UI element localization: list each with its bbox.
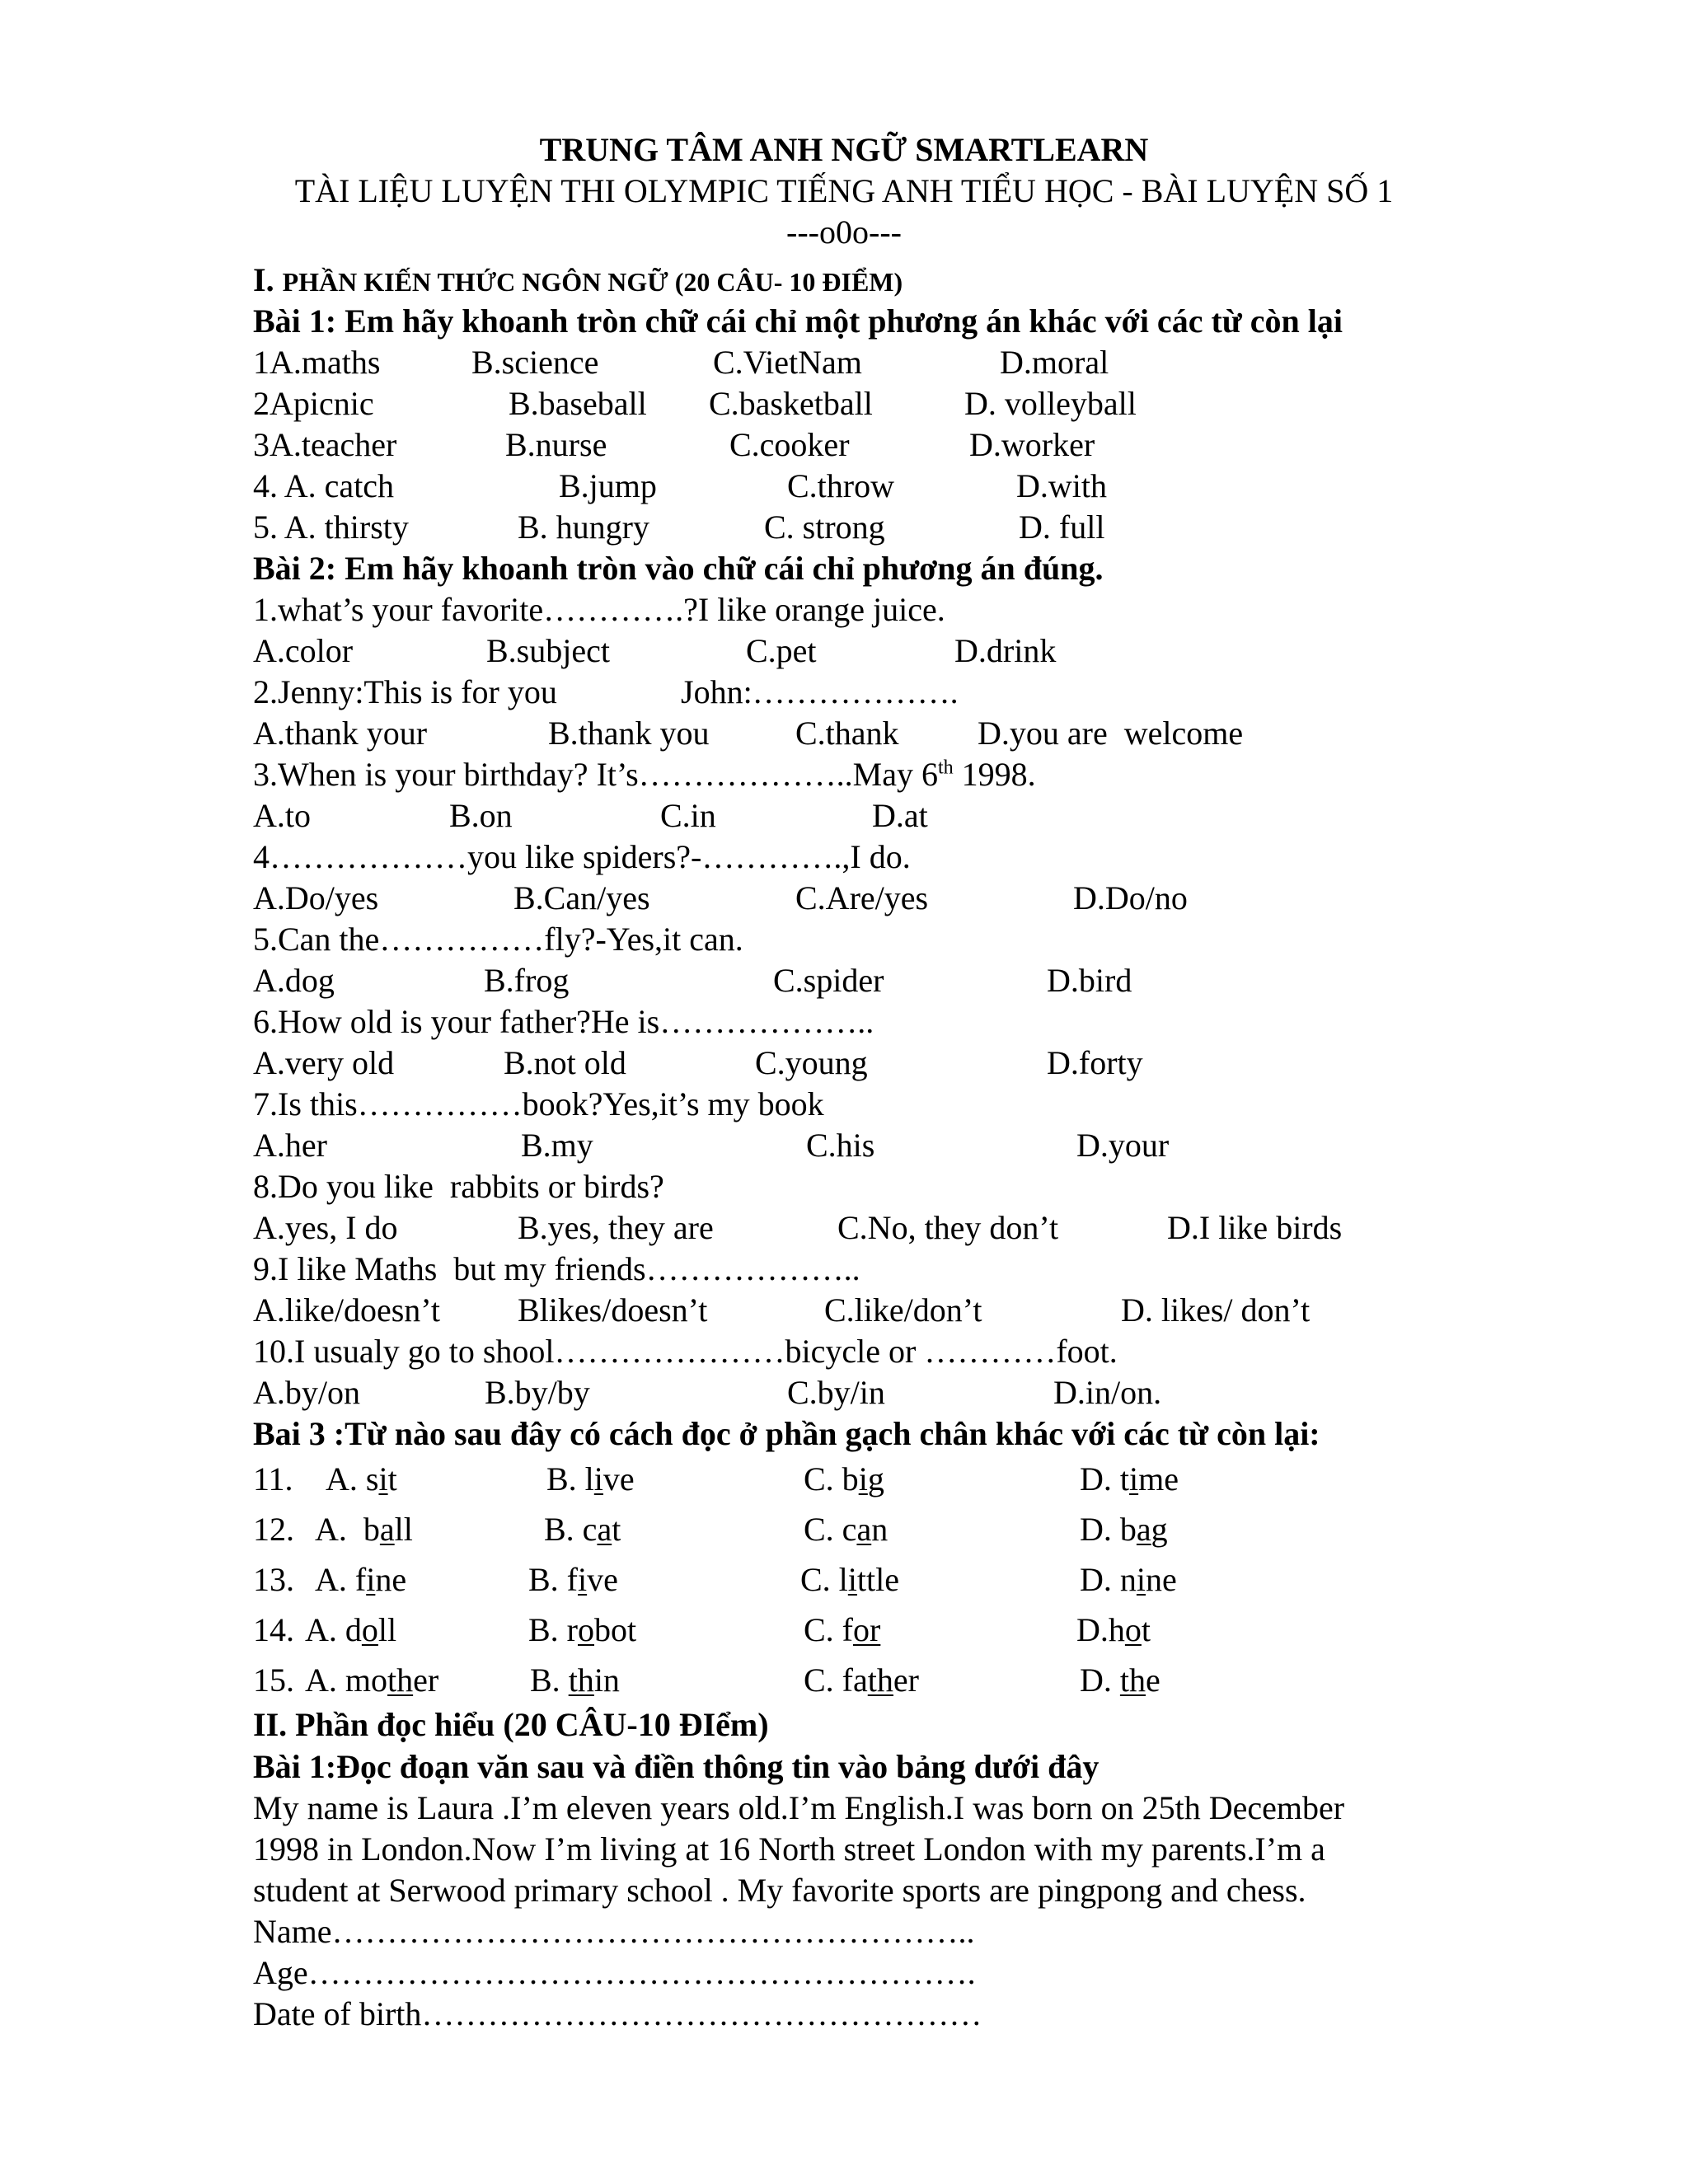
option: A.like/doesn’t <box>253 1291 441 1329</box>
option: D. volleyball <box>964 385 1137 422</box>
question-number: 11. <box>253 1460 293 1497</box>
option: D.moral <box>1000 344 1109 381</box>
part2-bai1-title: Bài 1:Đọc đoạn văn sau và điền thông tin vào bảng dưới đây <box>253 1748 1100 1785</box>
date-of-birth-field: Date of birth…………………………………………… <box>253 1995 982 2032</box>
option: D. the <box>1080 1661 1160 1699</box>
option: A.Do/yes <box>253 879 379 916</box>
question-3: 3.When is your birthday? It’s………………..May 6th 1998. <box>253 756 1036 793</box>
option: A.very old <box>253 1044 395 1081</box>
option: B.by/by <box>485 1374 590 1411</box>
center-name: TRUNG TÂM ANH NGỮ SMARTLEARN <box>539 131 1149 168</box>
option: B.on <box>449 797 513 834</box>
question-5: 5.Can the……………fly?-Yes,it can. <box>253 921 743 958</box>
option: D.I like birds <box>1167 1209 1343 1246</box>
bai3-title: Bai 3 :Từ nào sau đây có cách đọc ở phần gạch chân khác với các từ còn lại: <box>253 1415 1320 1452</box>
header-divider: ---o0o--- <box>786 213 902 251</box>
option: B.my <box>521 1127 593 1164</box>
option: C. strong <box>764 509 885 546</box>
option: D.you are welcome <box>978 715 1244 752</box>
option: A.her <box>253 1127 327 1164</box>
question-number: 13. <box>253 1561 294 1598</box>
option: C. for <box>804 1611 881 1648</box>
option: B.yes, they are <box>518 1209 714 1246</box>
question-1: 1.what’s your favorite………….?I like orange juice. <box>253 591 945 628</box>
option: A.to <box>253 797 311 834</box>
age-field: Age……………………………………………………. <box>253 1954 976 1991</box>
option: C. big <box>804 1460 884 1497</box>
option: A.dog <box>253 962 335 999</box>
option: B.subject <box>486 632 610 669</box>
passage-line: student at Serwood primary school . My favorite sports are pingpong and chess. <box>253 1872 1306 1909</box>
option: C. little <box>800 1561 900 1598</box>
option: C.Are/yes <box>795 879 929 916</box>
option: C.throw <box>787 467 894 504</box>
worksheet-subtitle: TÀI LIỆU LUYỆN THI OLYMPIC TIẾNG ANH TIỂU HỌC - BÀI LUYỆN SỐ 1 <box>294 172 1394 209</box>
question-number: 12. <box>253 1511 294 1548</box>
option: C.by/in <box>787 1374 885 1411</box>
question-9: 9.I like Maths but my friends……………….. <box>253 1250 860 1287</box>
option: 5. A. thirsty <box>253 509 409 546</box>
option: B.jump <box>559 467 657 504</box>
question-number: 15. <box>253 1661 294 1699</box>
bai1-title: Bài 1: Em hãy khoanh tròn chữ cái chỉ một phương án khác với các từ còn lại <box>253 302 1343 340</box>
option: C.cooker <box>729 426 850 463</box>
bai2-title: Bài 2: Em hãy khoanh tròn vào chữ cái chỉ phương án đúng. <box>253 550 1104 587</box>
option: C.young <box>755 1044 868 1081</box>
name-field: Name………………………………………………….. <box>253 1913 975 1950</box>
option: 3A.teacher <box>253 426 397 463</box>
option: A. ball <box>315 1511 413 1548</box>
option: B.Can/yes <box>513 879 650 916</box>
option: C.No, they don’t <box>837 1209 1059 1246</box>
option: D.worker <box>969 426 1095 463</box>
option: B. thin <box>530 1661 620 1699</box>
option: B.thank you <box>548 715 710 752</box>
option: D. full <box>1019 509 1105 546</box>
question-8: 8.Do you like rabbits or birds? <box>253 1168 664 1205</box>
passage-line: My name is Laura .I’m eleven years old.I’m English.I was born on 25th December <box>253 1789 1345 1826</box>
option: D.hot <box>1076 1611 1151 1648</box>
option: 4. A. catch <box>253 467 395 504</box>
option: B.nurse <box>505 426 607 463</box>
option: 1A.maths <box>253 344 381 381</box>
passage-line: 1998 in London.Now I’m living at 16 North street London with my parents.I’m a <box>253 1830 1325 1868</box>
option: D.at <box>872 797 928 834</box>
option: 2Apicnic <box>253 385 374 422</box>
option: B.not old <box>504 1044 626 1081</box>
option: A. sit <box>326 1460 397 1497</box>
option: B. robot <box>528 1611 637 1648</box>
option: C.VietNam <box>713 344 862 381</box>
option: B. five <box>528 1561 618 1598</box>
option: C. can <box>804 1511 889 1548</box>
option: D.drink <box>954 632 1057 669</box>
worksheet-page: TRUNG TÂM ANH NGỮ SMARTLEARN TÀI LIỆU LUYỆN THI OLYMPIC TIẾNG ANH TIỂU HỌC - BÀI LUYỆN SỐ 1 ---o0o--- I. PHẦN KIẾN THỨC NGÔN NGỮ (20 CÂU- 10 ĐIỂM) Bài 1: Em hãy khoanh tròn chữ cái chỉ một phương án khác với các từ còn lại 1A.maths B.science C.VietNam D.moral 2Apicnic B.baseball C.basketball D. volleyball 3A.teacher B.nurse C.cooker D.worker 4. A. catch B.jump C.throw D.with 5. A. thirsty B. hungry C. strong D. full Bài 2: Em hãy khoanh tròn vào chữ cái chỉ phương án đúng. 1.what’s your favorite………….?I like orange juice. A.color B.subject C.pet D.drink 2.Jenny:This is for you John:………………. A.thank your B.thank you C.thank D.you are welcome 3.When is your birthday? It’s………………..May 6th 1998. A.to B.on C.in D.at 4………………you like spiders?-………….,I do. A.Do/yes B.Can/yes C.Are/yes D.Do/no 5.Can the……………fly?-Yes,it can. A.dog B.frog C.spider D.bird 6.How old is your father?He is……………….. A.very old B.not old C.young D.forty 7.Is this……………book?Yes,it’s my book A.her B.my C.his D.your 8.Do you like rabbits or birds? A.yes, I do B.yes, they are C.No, they don’t D.I like birds 9.I like Maths but my friends……………….. A.like/doesn’t Blikes/doesn’t C.like/don’t D. likes/ don’t 10.I usualy go to shool…………………bicycle or …………foot. A.by/on B.by/by C.by/in D.in/on. Bai 3 :Từ nào sau đây có cách đọc ở phần gạch chân khác với các từ còn lại: 11. A. sit B. live C. big D. time 12. A. ball B. cat C. can D. bag 13. A. fine B. five C. little D. nine 14. A. doll B. robot C. for D.hot 15. A. mother B. thin C. father D. the II. Phần đọc hiểu (20 CÂU-10 ĐIểm) Bài 1:Đọc đoạn văn sau và điền thông tin vào bảng dưới đây My name is Laura .I’m eleven years old.I’m English.I was born on 25th December 1998 in London.Now I’m living at 16 North street London with my parents.I’m a student at Serwood primary school . My favorite sports are pingpong and chess. Name………………………………………………….. Age……………………………………………………. Date of birth…………………………………………… <box>0 0 1688 2184</box>
option: C.pet <box>746 632 817 669</box>
question-number: 14. <box>253 1611 294 1648</box>
option: B. live <box>546 1460 635 1497</box>
option: D.with <box>1016 467 1107 504</box>
option: A. doll <box>305 1611 397 1648</box>
question-6: 6.How old is your father?He is……………….. <box>253 1003 874 1040</box>
part2-title: II. Phần đọc hiểu (20 CÂU-10 ĐIểm) <box>253 1706 769 1743</box>
option: A.color <box>253 632 354 669</box>
question-4: 4………………you like spiders?-………….,I do. <box>253 838 911 875</box>
option: C.in <box>660 797 716 834</box>
option: B. cat <box>544 1511 621 1548</box>
option: D. time <box>1080 1460 1179 1497</box>
option: C.like/don’t <box>824 1291 982 1329</box>
option: A.yes, I do <box>253 1209 398 1246</box>
option: B.baseball <box>509 385 647 422</box>
option: D. likes/ don’t <box>1121 1291 1311 1329</box>
option: D.forty <box>1047 1044 1143 1081</box>
option: A.by/on <box>253 1374 360 1411</box>
option: C.his <box>806 1127 875 1164</box>
option: C.thank <box>795 715 899 752</box>
option: D.Do/no <box>1073 879 1188 916</box>
question-7: 7.Is this……………book?Yes,it’s my book <box>253 1085 824 1122</box>
option: D.in/on. <box>1053 1374 1162 1411</box>
option: D. bag <box>1080 1511 1168 1548</box>
option: A.thank your <box>253 715 428 752</box>
option: D.bird <box>1047 962 1132 999</box>
question-10: 10.I usualy go to shool…………………bicycle or …………foot. <box>253 1333 1118 1370</box>
option: C.basketball <box>709 385 873 422</box>
option: B.frog <box>484 962 570 999</box>
option: C.spider <box>773 962 884 999</box>
option: B.science <box>471 344 599 381</box>
option: D.your <box>1076 1127 1170 1164</box>
part1-title: I. PHẦN KIẾN THỨC NGÔN NGỮ (20 CÂU- 10 ĐIỂM) <box>253 261 903 298</box>
option: A. fine <box>315 1561 407 1598</box>
option: B. hungry <box>518 509 649 546</box>
option: A. mother <box>305 1661 439 1699</box>
option: C. father <box>804 1661 919 1699</box>
option: D. nine <box>1080 1561 1177 1598</box>
option: Blikes/doesn’t <box>518 1291 708 1329</box>
